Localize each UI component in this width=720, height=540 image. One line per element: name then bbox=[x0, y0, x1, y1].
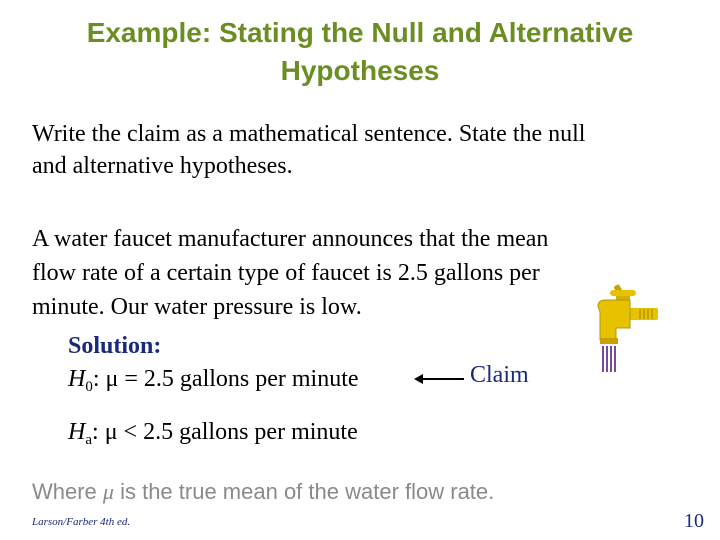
instructions-line-2: and alternative hypotheses. bbox=[32, 153, 293, 179]
slide-title-line-1: Example: Stating the Null and Alternative bbox=[86, 17, 634, 48]
definition-note bbox=[32, 479, 494, 505]
footer-source: Larson/Farber 4th ed. bbox=[32, 516, 131, 528]
page-number: 10 bbox=[684, 510, 704, 532]
problem-line-3: minute. Our water pressure is low. bbox=[32, 294, 362, 320]
h0-symbol: H bbox=[68, 366, 86, 392]
problem-paragraph bbox=[32, 222, 672, 324]
claim-arrow-line bbox=[422, 378, 464, 380]
h0-statement: μ = 2.5 gallons per minute bbox=[105, 366, 359, 392]
instructions-paragraph bbox=[32, 118, 692, 182]
solution-heading: Solution: bbox=[68, 333, 162, 359]
ha-symbol: H bbox=[68, 419, 86, 445]
ha-statement: μ < 2.5 gallons per minute bbox=[104, 419, 358, 445]
problem-line-1: A water faucet manufacturer announces that the mean bbox=[32, 226, 549, 252]
problem-line-2: flow rate of a certain type of faucet is 2.5 gallons per bbox=[32, 260, 540, 286]
h0-colon: : bbox=[92, 366, 100, 392]
note-prefix: Where bbox=[32, 479, 103, 504]
claim-arrow-head-icon bbox=[414, 374, 423, 384]
alternative-hypothesis bbox=[68, 419, 358, 449]
faucet-icon bbox=[590, 282, 670, 377]
note-suffix: is the true mean of the water flow rate. bbox=[113, 479, 495, 504]
slide-title bbox=[20, 14, 700, 90]
ha-subscript: a bbox=[85, 432, 93, 448]
null-hypothesis bbox=[68, 366, 359, 396]
ha-colon: : bbox=[92, 419, 99, 445]
instructions-line-1: Write the claim as a mathematical sentence. State the null bbox=[32, 121, 586, 147]
h0-subscript: 0 bbox=[85, 379, 93, 395]
note-mu-symbol: μ bbox=[102, 479, 114, 504]
slide-title-line-2: Hypotheses bbox=[280, 55, 440, 86]
claim-label: Claim bbox=[470, 362, 529, 388]
